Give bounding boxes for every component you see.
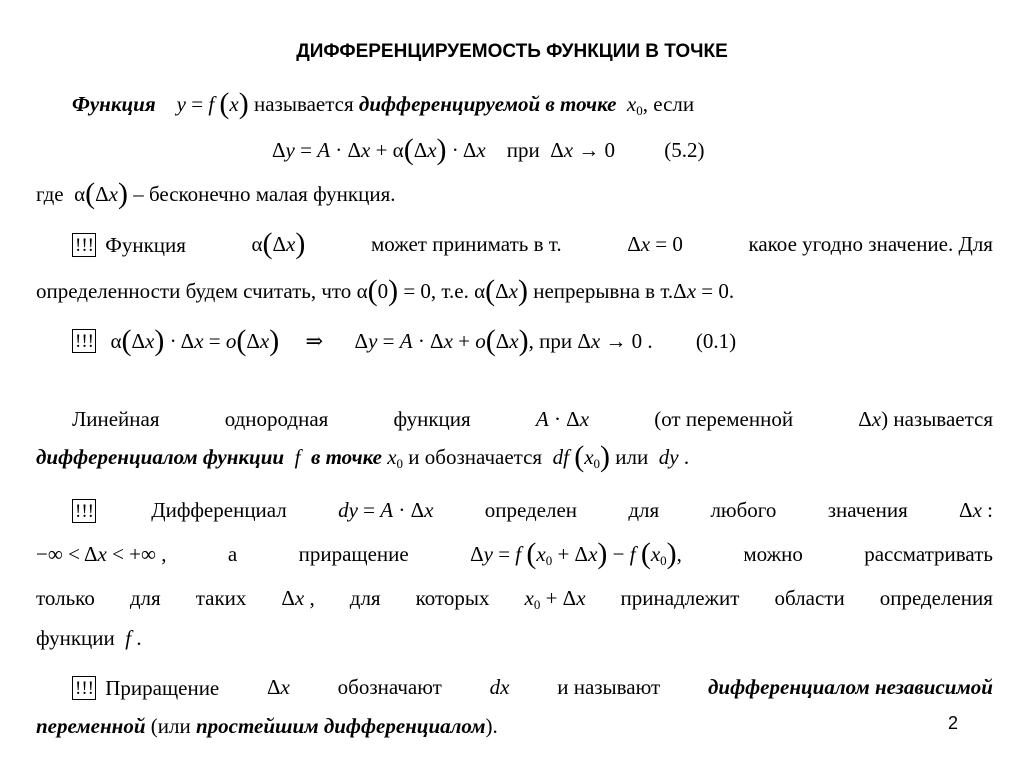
note3-consider: рассматривать xyxy=(864,542,993,566)
page-title: ДИФФЕРЕНЦИРУЕМОСТЬ ФУНКЦИИ В ТОЧКЕ xyxy=(296,41,728,62)
note4-call: и называют xyxy=(557,675,661,699)
note3-any: любого xyxy=(710,498,777,522)
note4-term: дифференциалом независимой xyxy=(708,675,993,699)
note1-word: Функция xyxy=(105,233,186,257)
note3-only: только xyxy=(36,586,95,610)
note3-line4: функции f . xyxy=(36,626,142,650)
definition-word: Функция xyxy=(72,92,156,116)
note3-value: значения xyxy=(827,498,908,522)
note4-paren-open: (или xyxy=(150,714,191,738)
note3-can: можно xyxy=(743,542,803,566)
linear-called: ) называется xyxy=(881,407,993,431)
page-number: 2 xyxy=(948,713,959,733)
note4-increment: Приращение xyxy=(105,676,220,700)
definition-tail: , если xyxy=(642,92,695,116)
note3-which: которых xyxy=(415,586,490,610)
where-prefix: где xyxy=(36,182,64,206)
warning-icon: !!! xyxy=(72,233,96,257)
note3-function: функции xyxy=(36,626,115,650)
note3-belongs: принадлежит xyxy=(620,586,740,610)
note3-for-2: для xyxy=(129,586,161,610)
note4-line1: !!! Приращение Δx обозначают dx и называют дифференциалом независимой xyxy=(72,677,993,701)
note4-denote: обозначают xyxy=(337,675,442,699)
definition-text: называется xyxy=(254,92,354,116)
note2-label: (0.1) xyxy=(695,329,737,353)
linear-line1: Линейная однородная функция A · Δx (от переменной Δx) называется xyxy=(72,407,993,431)
where-text: – бесконечно малая функция. xyxy=(133,182,396,206)
note2-line: !!! α(Δx) · Δx = o(Δx) ⇒ Δy = A · Δx + o(Δx), при Δx → 0 . (0.1) xyxy=(72,330,736,354)
linear-or: или xyxy=(615,445,649,469)
note1-l2a: определенности будем считать, что xyxy=(36,279,352,303)
linear-word-1: Линейная xyxy=(72,407,160,431)
note3-differential: Дифференциал xyxy=(151,498,287,522)
warning-icon: !!! xyxy=(72,329,96,353)
note3-and: а xyxy=(227,542,238,566)
note4-paren-close: ). xyxy=(485,714,498,738)
note3-such: таких xyxy=(195,586,247,610)
note1-tail: какое угодно значение. Для xyxy=(748,232,993,256)
linear-denoted: и обозначается xyxy=(408,445,543,469)
note3-line3: только для таких Δx , для которых $x_0 + \Delta x$ принадлежит области определения xyxy=(36,586,993,612)
note3-domain: области xyxy=(774,586,845,610)
note3-line1: !!! Дифференциал dy = A · Δx определен для любого значения Δx : xyxy=(72,500,993,524)
formula-label: (5.2) xyxy=(664,138,705,162)
definition-line: Функция y = f (x) называется дифференцируемой в точке $x_0$, если xyxy=(72,87,695,120)
note1-l2b: , т.е. xyxy=(430,279,469,303)
definition-term: дифференцируемой в точке xyxy=(358,92,617,116)
linear-word-3: функция xyxy=(393,407,471,431)
note3-line2: −∞ < Δx < +∞ , а приращение Δy = f $(x_0 + \Delta x) - f$ $(x_0)$, можно рассматривать xyxy=(36,537,993,570)
note3-for-3: для xyxy=(349,586,381,610)
linear-word-2: однородная xyxy=(224,407,329,431)
note1-text: может принимать в т. xyxy=(370,232,562,256)
linear-from-variable: (от переменной xyxy=(654,407,794,431)
where-line: где α(Δx) – бесконечно малая функция. xyxy=(36,177,396,210)
note1-line2: определенности будем считать, что α(0) = 0, т.е. α(Δx) непрерывна в т.Δx = 0. xyxy=(36,274,735,307)
note2-when: , при xyxy=(528,329,573,353)
note4-line2 xyxy=(36,716,498,737)
note4-term2: переменной xyxy=(36,714,146,738)
warning-icon: !!! xyxy=(72,499,96,523)
linear-line2: дифференциалом функции f в точке $x_0$ и обозначается df $(x_0)$ или dy . xyxy=(36,440,690,473)
note4-term3: простейшим дифференциалом xyxy=(195,714,486,738)
note1-l2d: . xyxy=(728,279,735,303)
note3-increment: приращение xyxy=(298,542,409,566)
linear-in-point: в точке xyxy=(310,445,382,469)
note3-for: для xyxy=(628,498,660,522)
warning-icon: !!! xyxy=(72,676,96,700)
linear-term: дифференциалом функции xyxy=(36,445,285,469)
note3-defined: определен xyxy=(484,498,578,522)
formula-5-2: Δy = A · Δx + α(Δx) · Δx при Δx → 0 (5.2) xyxy=(272,133,705,166)
note3-definition: определения xyxy=(879,586,993,610)
note1-l2c: непрерывна в т. xyxy=(533,279,674,303)
note1-line1: !!! Функция α(Δx) может принимать в т. Δx = 0 какое угодно значение. Для xyxy=(72,234,993,258)
formula-when: при xyxy=(506,138,540,162)
